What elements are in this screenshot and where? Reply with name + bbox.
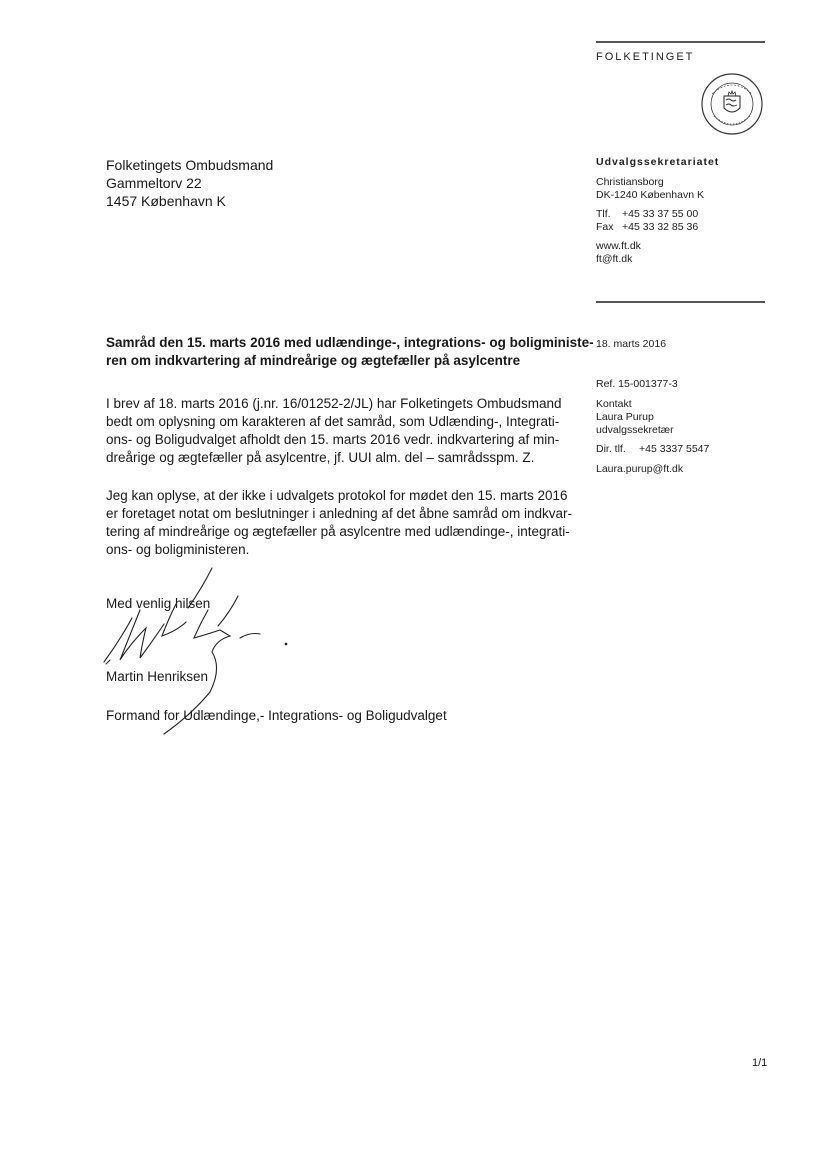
recipient-city: 1457 København K (106, 193, 226, 209)
contact-email: Laura.purup@ft.dk (596, 463, 684, 475)
sender-building: Christiansborg (596, 176, 664, 188)
recipient-name: Folketingets Ombudsmand (106, 157, 274, 173)
paragraph-line: dreårige og ægtefæller på asylcentre, jf. UUI alm. del – samrådsspm. Z. (106, 450, 535, 465)
subject-line: ren om indkvartering af mindreårige og ægtefæller på asylcentre (106, 353, 521, 368)
paragraph-line: bedt om oplysning om karakteren af det samråd, som Udlænding-, Integrati- (106, 414, 560, 429)
recipient-street: Gammeltorv 22 (106, 175, 202, 191)
paragraph-line: tering af mindreårige og ægtefæller på asylcentre med udlændinge-, integrati- (106, 524, 570, 539)
contact-name: Laura Purup (596, 411, 654, 423)
paragraph-line: Jeg kan oplyse, at der ikke i udvalgets protokol for mødet den 15. marts 2016 (106, 488, 568, 503)
direct-phone-label: Dir. tlf. (596, 443, 626, 455)
sender-email: ft@ft.dk (596, 253, 633, 265)
header-rule (596, 41, 765, 43)
letter-date: 18. marts 2016 (596, 338, 667, 350)
signer-name: Martin Henriksen (106, 669, 209, 684)
sender-postal: DK-1240 København K (596, 189, 704, 201)
contact-label: Kontakt (596, 398, 632, 410)
sender-web: www.ft.dk (596, 240, 641, 252)
folketinget-seal-icon (700, 72, 764, 136)
paragraph-line: ons- og boligministeren. (106, 542, 250, 557)
institution-name: FOLKETINGET (596, 51, 695, 63)
page-number: 1/1 (752, 1057, 768, 1069)
sender-rule (596, 301, 765, 303)
subject-line: Samråd den 15. marts 2016 med udlændinge-, integrations- og boligministe- (106, 335, 594, 350)
closing-salutation: Med venlig hilsen (106, 596, 211, 611)
body-paragraph-2 (106, 487, 573, 559)
sender-phone-label: Tlf. (596, 208, 611, 220)
signer-title: Formand for Udlændinge,- Integrations- og Boligudvalget (106, 708, 447, 723)
body-paragraph-1 (106, 395, 568, 467)
contact-title: udvalgssekretær (596, 424, 674, 436)
paragraph-line: ons- og Boligudvalget afholdt den 15. marts 2016 vedr. indkvartering af min- (106, 432, 560, 447)
sender-fax-label: Fax (596, 221, 614, 233)
recipient-address (106, 156, 273, 210)
direct-phone: +45 3337 5547 (639, 443, 710, 455)
sender-fax: +45 33 32 85 36 (622, 221, 699, 233)
paragraph-line: er foretaget notat om beslutninger i anledning af det åbne samråd om indkvar- (106, 506, 573, 521)
paragraph-line: I brev af 18. marts 2016 (j.nr. 16/01252-2/JL) har Folketingets Ombudsmand (106, 396, 562, 411)
reference-number: Ref. 15-001377-3 (596, 378, 678, 390)
sender-department: Udvalgssekretariatet (596, 156, 720, 168)
letter-subject (106, 334, 594, 370)
sender-phone: +45 33 37 55 00 (622, 208, 699, 220)
